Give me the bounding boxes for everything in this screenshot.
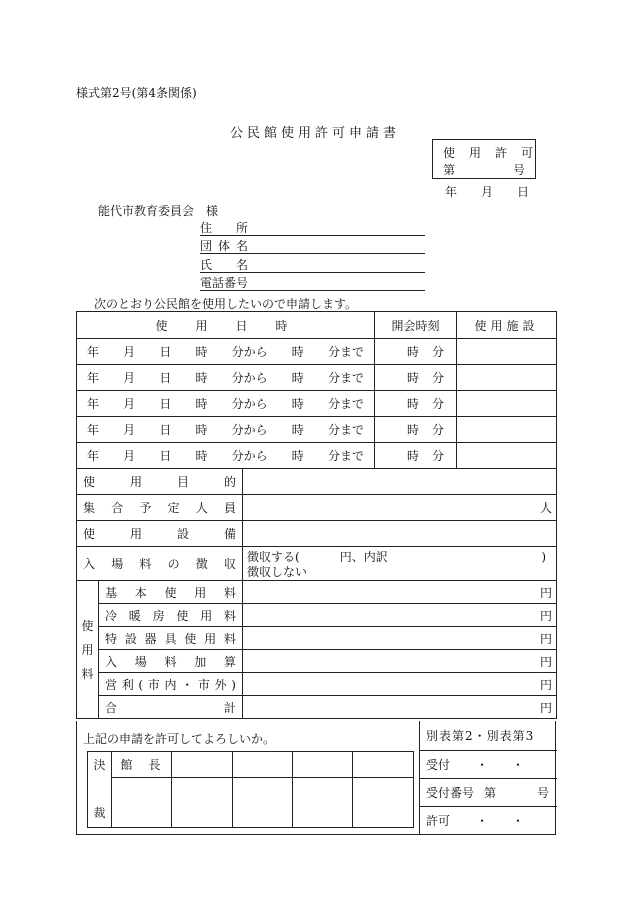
schedule-row (77, 339, 557, 365)
hour-text: 時 (291, 371, 304, 385)
schedule-row (77, 365, 557, 391)
yen-unit: 円 (539, 608, 552, 623)
name-label: 氏 名 (200, 258, 255, 272)
yen-unit: 円 (539, 585, 552, 600)
admission-yes-line (247, 550, 552, 565)
fee-side-char: 使 (81, 618, 94, 633)
received-row[interactable] (420, 752, 557, 779)
permit-date (445, 183, 529, 200)
open-hour-text: 時 (407, 371, 420, 385)
approval-section (76, 721, 556, 835)
schedule-datetime-cell[interactable] (77, 443, 375, 469)
hour-text: 時 (291, 345, 304, 359)
hour-text: 時 (195, 345, 208, 359)
fee-side-char: 料 (81, 666, 94, 681)
opening-time-cell[interactable] (375, 391, 457, 417)
year-text: 年 (87, 345, 100, 359)
facility-cell[interactable] (457, 443, 557, 469)
fee-total-value[interactable] (243, 696, 557, 719)
phone-field[interactable] (200, 274, 425, 291)
minute-from-text: 分から (231, 449, 268, 463)
day-text: 日 (159, 423, 172, 437)
yen-unit: 円 (539, 631, 552, 646)
equipment-label: 使用設備 (77, 521, 243, 547)
fee-commercial-label: 営利(市内・市外) (99, 673, 243, 696)
fee-basic-label: 基本使用料 (99, 581, 243, 604)
receipt-go: 号 (536, 786, 549, 800)
minute-from-text: 分から (231, 371, 268, 385)
month-unit: 月 (480, 185, 493, 199)
hour-text: 時 (195, 449, 208, 463)
day-text: 日 (159, 345, 172, 359)
decision-label-bottom: 裁 (88, 778, 112, 828)
schedule-row (77, 417, 557, 443)
decision-table (87, 751, 414, 828)
stamp-cell[interactable] (172, 752, 233, 778)
fee-aircon-value[interactable] (243, 604, 557, 627)
hour-text: 時 (291, 397, 304, 411)
yen-unit: 円 (539, 677, 552, 692)
receipt-number-row[interactable] (420, 780, 557, 807)
fee-aircon-label: 冷暖房使用料 (99, 604, 243, 627)
usage-datetime-header: 使 用 日 時 (77, 312, 375, 339)
minute-from-text: 分から (231, 345, 268, 359)
admission-yes: 徴収する( (247, 549, 300, 564)
stamp-cell[interactable] (353, 778, 414, 828)
address-label: 住 所 (200, 221, 255, 235)
appendix-label: 別表第2・別表第3 (420, 721, 557, 751)
receipt-dai: 第 (484, 786, 497, 800)
stamp-cell[interactable] (353, 752, 414, 778)
hour-text: 時 (195, 371, 208, 385)
group-name-field[interactable] (200, 237, 425, 254)
document-title: 公民館使用許可申請書 (229, 126, 400, 141)
day-text: 日 (159, 371, 172, 385)
schedule-row (77, 443, 557, 469)
opening-time-cell[interactable] (375, 417, 457, 443)
opening-time-cell[interactable] (375, 443, 457, 469)
stamp-cell[interactable] (293, 778, 353, 828)
director-label: 館 長 (112, 752, 172, 778)
year-text: 年 (87, 423, 100, 437)
hour-text: 時 (291, 449, 304, 463)
permit-box-dai: 第 (443, 163, 456, 177)
schedule-datetime-cell[interactable] (77, 391, 375, 417)
admission-label: 入場料の徴収 (77, 547, 243, 581)
year-text: 年 (87, 449, 100, 463)
hour-text: 時 (291, 423, 304, 437)
intro-text: 次のとおり公民館を使用したいので申請します。 (94, 297, 358, 311)
open-hour-text: 時 (407, 423, 420, 437)
admission-value[interactable] (243, 547, 557, 581)
month-text: 月 (123, 449, 136, 463)
permit-box-label: 使用許可 (443, 146, 548, 160)
received-date: ・ ・ (476, 758, 525, 772)
open-minute-text: 分 (431, 449, 444, 463)
open-minute-text: 分 (431, 345, 444, 359)
decision-label-top: 決 (88, 752, 112, 778)
stamp-cell[interactable] (233, 778, 293, 828)
opening-time-cell[interactable] (375, 365, 457, 391)
fee-admission-label: 入場料加算 (99, 650, 243, 673)
year-text: 年 (87, 397, 100, 411)
facility-cell[interactable] (457, 417, 557, 443)
opening-time-header: 開会時刻 (375, 312, 457, 339)
office-use-column (419, 721, 557, 834)
minute-from-text: 分から (231, 397, 268, 411)
minute-until-text: 分まで (327, 371, 364, 385)
month-text: 月 (123, 397, 136, 411)
hour-text: 時 (195, 397, 208, 411)
yen-unit: 円 (539, 700, 552, 715)
permit-row[interactable] (420, 808, 557, 834)
fee-equipment-value[interactable] (243, 627, 557, 650)
purpose-label: 使用目的 (77, 469, 243, 495)
fee-commercial-value[interactable] (243, 673, 557, 696)
permit-number-box (432, 139, 548, 179)
facility-cell[interactable] (457, 391, 557, 417)
form-number-label: 様式第2号(第4条関係) (76, 86, 197, 100)
group-name-label: 団体名 (200, 239, 255, 253)
address-field[interactable] (200, 219, 425, 236)
facility-cell[interactable] (457, 339, 557, 365)
permit-label: 許可 (426, 814, 451, 828)
month-text: 月 (123, 345, 136, 359)
hour-text: 時 (195, 423, 208, 437)
open-hour-text: 時 (407, 397, 420, 411)
yen-unit: 円 (539, 654, 552, 669)
minute-until-text: 分まで (327, 449, 364, 463)
schedule-row (77, 391, 557, 417)
stamp-cell[interactable] (172, 778, 233, 828)
minute-until-text: 分まで (327, 397, 364, 411)
day-text: 日 (159, 397, 172, 411)
director-stamp-cell[interactable] (112, 778, 172, 828)
year-text: 年 (87, 371, 100, 385)
purpose-value[interactable] (243, 469, 557, 495)
fee-side-label (77, 581, 99, 719)
attendees-label: 集合予定人員 (77, 495, 243, 521)
stamp-cell[interactable] (233, 752, 293, 778)
schedule-datetime-cell[interactable] (77, 339, 375, 365)
receipt-number-label: 受付番号 (426, 786, 475, 800)
admission-no: 徴収しない (247, 564, 308, 579)
minute-until-text: 分まで (327, 345, 364, 359)
minute-until-text: 分まで (327, 423, 364, 437)
application-table (76, 311, 557, 719)
opening-time-cell[interactable] (375, 339, 457, 365)
schedule-datetime-cell[interactable] (77, 365, 375, 391)
equipment-value[interactable] (243, 521, 557, 547)
year-unit: 年 (445, 185, 458, 199)
name-field[interactable] (200, 256, 425, 273)
facility-cell[interactable] (457, 365, 557, 391)
fee-basic-value[interactable] (243, 581, 557, 604)
schedule-datetime-cell[interactable] (77, 417, 375, 443)
phone-label: 電話番号 (200, 276, 249, 290)
attendees-unit: 人 (539, 501, 552, 515)
admission-breakdown: 円、内訳 (339, 549, 388, 564)
open-hour-text: 時 (407, 449, 420, 463)
approval-question: 上記の申請を許可してよろしいか。 (83, 732, 276, 746)
fee-side-char: 用 (81, 642, 94, 657)
open-minute-text: 分 (431, 397, 444, 411)
stamp-cell[interactable] (293, 752, 353, 778)
open-minute-text: 分 (431, 371, 444, 385)
open-hour-text: 時 (407, 345, 420, 359)
received-label: 受付 (426, 758, 451, 772)
fee-equipment-label: 特設器具使用料 (99, 627, 243, 650)
permit-date: ・ ・ (476, 814, 525, 828)
fee-total-label: 合計 (99, 696, 243, 719)
day-unit: 日 (516, 185, 529, 199)
fee-admission-value[interactable] (243, 650, 557, 673)
month-text: 月 (123, 423, 136, 437)
admission-close: ) (541, 549, 546, 564)
minute-from-text: 分から (231, 423, 268, 437)
day-text: 日 (159, 449, 172, 463)
attendees-value[interactable] (243, 495, 557, 521)
facility-header: 使用施設 (457, 312, 557, 339)
addressee: 能代市教育委員会 様 (98, 204, 219, 218)
permit-box-go: 号 (512, 163, 525, 177)
open-minute-text: 分 (431, 423, 444, 437)
month-text: 月 (123, 371, 136, 385)
